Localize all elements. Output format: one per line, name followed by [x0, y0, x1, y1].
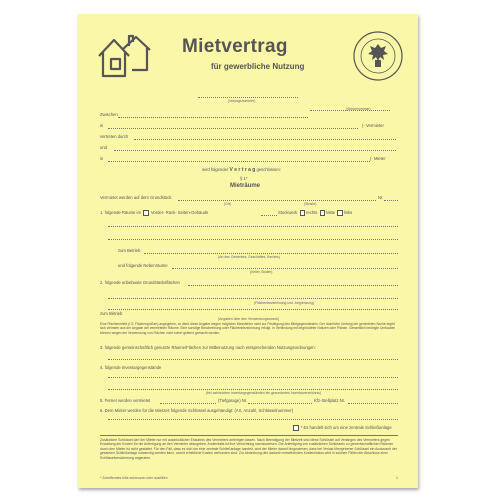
areas-line-1[interactable] [188, 285, 398, 286]
locking-system-label: * Es handelt sich um eine zentrale Schließanlage [300, 425, 392, 430]
building-options: Vorder- Rück- Seiten-Gebäude [150, 210, 209, 215]
section-number: § 1* [240, 176, 248, 181]
represented-by-label: vertreten durch [100, 134, 129, 139]
closed-text-1: wird folgender [202, 167, 229, 172]
ancillary-rooms-line[interactable] [172, 268, 398, 269]
areas-hint: (Flächenbezeichnung und -begrenzung) [254, 301, 315, 305]
shared-areas-line-1[interactable] [108, 359, 398, 360]
item1-label [100, 210, 208, 216]
tax-number-label: (Steuernummer) [346, 107, 371, 111]
footnote: * Zutreffendes bitte ankreuzen oder ausfüllen [100, 476, 168, 480]
business2-label: zum Betrieb [100, 311, 123, 316]
divider-top [100, 435, 398, 436]
item3-label: 3. folgende gemeinschaftlich genutzte Räume/Flächen zur Mitbenutzung nach entsprechenden Nutzungsordnungen: [100, 345, 316, 350]
tenant-address-line[interactable] [108, 161, 370, 162]
section-title: Mieträume [230, 183, 261, 189]
garage-number-line[interactable] [248, 403, 312, 404]
business-line[interactable] [144, 253, 398, 254]
business2-hint: (Angaben über den Verwendungszweck) [218, 317, 280, 321]
middle-checkbox[interactable] [320, 210, 326, 216]
inventory-line-1[interactable] [108, 377, 398, 378]
street-hint: (Straße) [304, 202, 317, 206]
floor-options [278, 210, 352, 216]
locking-system-option [292, 425, 392, 431]
rooms-line-2[interactable] [108, 239, 398, 240]
ancillary-rooms-label: und folgende Nebenräume [118, 263, 168, 268]
locking-system-checkbox[interactable] [293, 425, 299, 431]
number-label: Nr [378, 195, 383, 200]
tenant-role-label: (- Mieter [370, 156, 386, 161]
areas-line-3[interactable] [108, 309, 398, 310]
landlord-role-label: (- Vermieter [362, 123, 384, 128]
item6-label: 6. Dem Mieter werden für die Mietzeit folgende Schlüssel ausgehändigt: (Art, Anzahl, Schlüsselnummer) [100, 408, 294, 413]
closed-text-2: geschlossen: [256, 167, 281, 172]
contract-number-label: (Vertragsnummer) [228, 99, 256, 103]
keys-line-1[interactable] [108, 419, 398, 420]
contract-word: V e r t r a g [229, 167, 256, 173]
landlord-in-label: in [100, 123, 104, 128]
middle-label: Mitte [326, 210, 336, 215]
right-label: rechts [306, 210, 318, 215]
ancillary-rooms-hint: (Keller, Boden) [250, 270, 273, 274]
place-hint: (Ort) [224, 202, 231, 206]
item4-label: 4. folgende Inventargegenstände [100, 365, 162, 370]
tenant-name-line[interactable] [114, 150, 396, 151]
item2-label: 2. folgende unbebaute Grundstücksflächen [100, 280, 180, 285]
representative-line[interactable] [134, 139, 396, 140]
property-number-line[interactable] [384, 200, 398, 201]
business-hint: (Art des Gewerbes, Geschäftes, Berufes) [218, 255, 280, 259]
inventory-hint: (bei zahlreichen Inventargegenständen ein gesondertes Inventarverzeichnis) [206, 391, 321, 395]
areas-line-2[interactable] [108, 298, 398, 299]
and-label: und [100, 145, 107, 150]
item1-text: 1. folgende Räume im [100, 210, 141, 215]
contract-subtitle: für gewerbliche Nutzung [211, 62, 305, 71]
house-logo-icon [96, 32, 154, 80]
left-checkbox[interactable] [337, 210, 343, 216]
area-disclaimer-paragraph: Eine Flächenmiete (I.S. Flächengrößen) angegeben, so dient diese Angabe wegen möglicher Messfehler nicht zur Festlegung des Mietgegenstandes. Der räumliche Umfang der gemieteten Sache ergibt sich vielmehr aus der Angabe der vermieteten Räume. Eine sonstige Beschreibung oder Flächenbezeichnung erfolgt. In Verbindung mit begründeter Notizen oder Plänen. Gewerblich bedingte Umbauten können wegen der Verwendung von Flächen nicht sofort geltend gemacht werden. [100, 322, 396, 335]
rented-on-label: Vermietet werden auf dem Grundstück [100, 195, 172, 200]
parking-number-line[interactable] [348, 403, 398, 404]
page-number: 1 [396, 476, 398, 480]
tenant-in-label: in [100, 156, 104, 161]
right-checkbox[interactable] [300, 210, 306, 216]
front-building-checkbox[interactable] [143, 210, 149, 216]
inventory-line-2[interactable] [108, 389, 398, 390]
floor-line[interactable] [261, 215, 277, 216]
business-label: zum Betrieb [118, 248, 141, 253]
contract-closed-text [202, 167, 281, 173]
contract-sheet [78, 14, 418, 488]
rooms-line-1[interactable] [108, 226, 398, 227]
landlord-name-line[interactable] [118, 117, 308, 118]
floor-label: Stockwerk [278, 210, 298, 215]
item5-label: 5. Ferner werden vermietet [100, 398, 151, 403]
contract-number-line[interactable] [198, 97, 298, 98]
key-terms-paragraph: Zusätzliche Schlüssel darf der Mieter nur mit ausdrücklicher Erlaubnis des Vermieters anfertigen lassen. Nach Beendigung der Mietzeit sind diese Schlüssel auf Verlangen des Vermieters gegen Erstattung der Kosten für die Anfertigung an den Vermieter abzugeben. Andernfalls ist ihre Vernichtung nachzuweisen. Die Anfertigung von zusätzlichen Schlüsseln zu gewerbschaftlichen Räumen durch den Mieter ist nicht gestattet. Für den Fall, dass es sich um eine zentrale Schließanlage handelt, wird der Mieter darauf hingewiesen, dass bei Verlust übergebener Schlüssel ein Austausch der gesamten Schließanlage notwendig werden kann, womit erhebliche Kosten verbunden sind. Zur Abdeckung des dadurch entstehenden Kostenrisikos wird in solchen Fällen der Abschluss einer Schlüsselversicherung angeraten. [100, 438, 397, 460]
between-label: Zwischen [100, 112, 118, 117]
landlord-address-line[interactable] [108, 128, 358, 129]
also-rented-line[interactable] [160, 403, 216, 404]
association-seal-icon [352, 30, 404, 82]
left-label: links [343, 210, 353, 215]
garage-label: (Tiefgarage) Nr. [218, 398, 248, 403]
contract-title: Mietvertrag [182, 36, 288, 57]
parking-label: Kfz-Stellplatz Nr. [314, 398, 345, 403]
property-line[interactable] [178, 200, 376, 201]
